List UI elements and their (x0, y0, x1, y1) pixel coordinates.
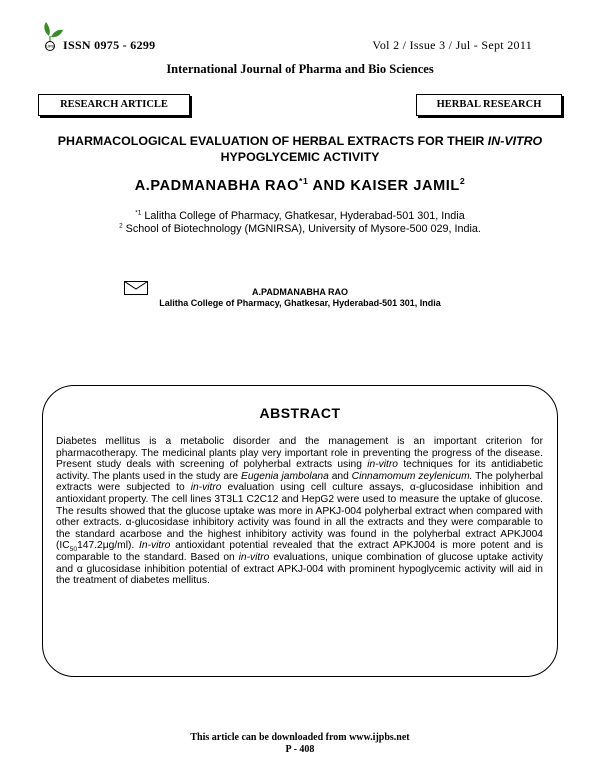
svg-text:IJPB: IJPB (45, 43, 55, 49)
abstract-segment: and (328, 470, 352, 482)
abstract-heading: ABSTRACT (259, 405, 341, 421)
paper-title (40, 133, 560, 165)
abstract-subscript: 50 (69, 546, 78, 554)
abstract-segment: 147.2μg/ml). (77, 540, 140, 552)
author-2-mark: 2 (459, 176, 466, 187)
abstract-segment: techniques for its antidiabetic activity. The plants used in the study are (56, 459, 543, 482)
author-separator: AND (308, 178, 351, 194)
author-1: A.PADMANABHA RAO (134, 178, 299, 194)
abstract-segment: Diabetes mellitus is a metabolic disorder and the management is an important criterion for pharmacotherapy. The medicinal plants play very important role in preventing the progress of the disease. Present study deals with screening of polyherbal extracts using (56, 436, 543, 471)
abstract-segment: evaluation using cell culture assays, α-glucosidase inhibition and antioxidant property. The cell lines 3T3L1 C2C12 and HepG2 were used to measure the uptake of glucose. The results showed that the glucose uptake was more in APKJ-004 polyherbal extract when compared with other extracts. α-glucosidase inhibitory activity was found in all the extracts and they were comparable to the standard acarbose and the highest inhibitory activity was found in the polyherbal extract APKJ004 (IC (56, 482, 544, 552)
title-italic: IN-VITRO (487, 134, 543, 148)
issn-number: ISSN 0975 - 6299 (63, 38, 156, 52)
abstract-segment: evaluations, unique combination of glucose uptake activity and α glucosidase inhibition potential of extract APKJ-004 with prominent hypoglycemic activity will aid in the treatment of diabetes mellitus. (56, 551, 543, 587)
affiliation-2-text: School of Biotechnology (MGNIRSA), University of Mysore-500 029, India. (122, 223, 481, 235)
abstract-segment: antioxidant potential revealed that the extract APKJ004 is more potent and is comparable to the standard. Based on (56, 540, 544, 563)
subject-badge: HERBAL RESEARCH (416, 94, 562, 116)
article-type-badge: RESEARCH ARTICLE (38, 94, 190, 116)
abstract-text (56, 436, 543, 587)
journal-logo-icon (40, 20, 64, 52)
page-number: P - 408 (285, 744, 315, 755)
download-notice: This article can be downloaded from www.ijpbs.net (190, 732, 410, 743)
author-list (0, 178, 600, 194)
affiliation-2-mark: 2 (119, 222, 123, 230)
author-1-mark: *1 (298, 176, 309, 187)
author-2: KAISER JAMIL (350, 178, 460, 194)
volume-issue: Vol 2 / Issue 3 / Jul - Sept 2011 (372, 38, 532, 52)
abstract-italic: Cinnamomum zeylenicum. (351, 470, 473, 482)
affiliation-1 (0, 210, 600, 222)
corresponding-author-name: A.PADMANABHA RAO (252, 287, 348, 297)
abstract-italic: in-vitro (190, 482, 222, 494)
journal-name: International Journal of Pharma and Bio Sciences (166, 62, 434, 76)
title-part2: HYPOGLYCEMIC ACTIVITY (220, 150, 380, 164)
abstract-italic: in-vitro (367, 459, 398, 471)
title-part1: PHARMACOLOGICAL EVALUATION OF HERBAL EXTRACTS FOR THEIR (57, 134, 488, 148)
abstract-italic: Eugenia jambolana (241, 470, 329, 482)
affiliation-2 (0, 223, 600, 235)
affiliation-1-mark: *1 (135, 209, 142, 217)
abstract-italic: In-vitro (139, 540, 171, 552)
affiliation-1-text: Lalitha College of Pharmacy, Ghatkesar, Hyderabad-501 301, India (141, 210, 465, 222)
corresponding-author-address: Lalitha College of Pharmacy, Ghatkesar, Hyderabad-501 301, India (159, 298, 441, 308)
abstract-segment: The polyherbal extracts were subjected to (56, 470, 543, 494)
abstract-italic: in-vitro (238, 551, 270, 563)
